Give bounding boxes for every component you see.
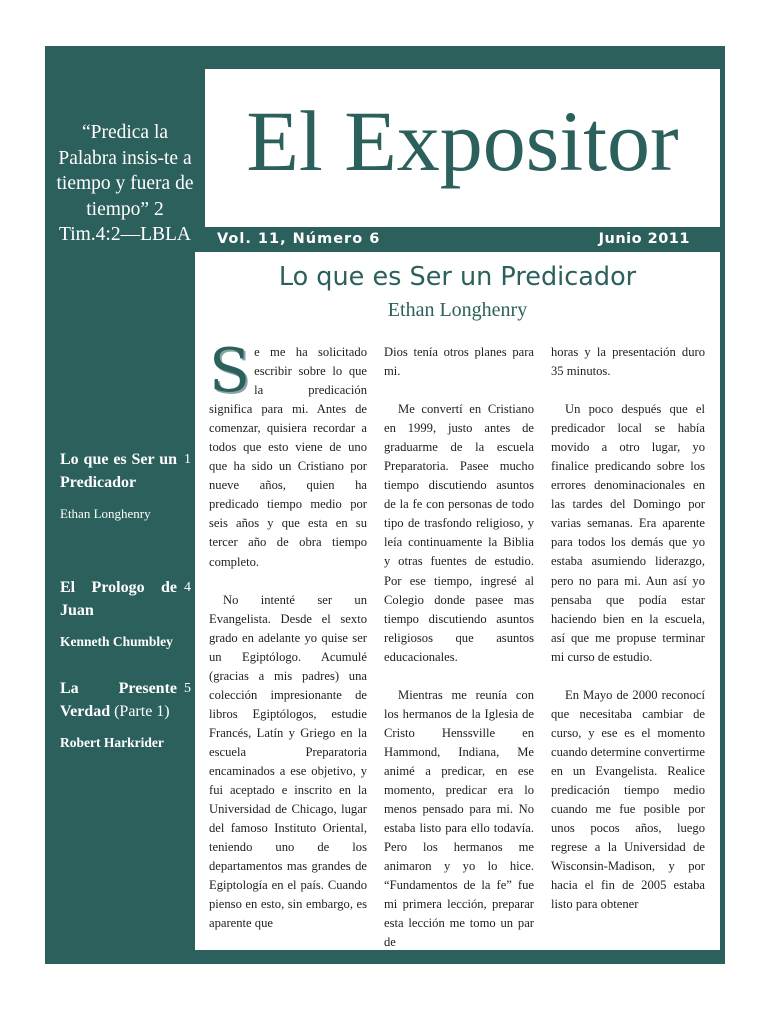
toc-title: La Presente Verdad (Parte 1) 5 (60, 677, 195, 723)
issue-date: Junio 2011 (598, 231, 690, 247)
paragraph: No intenté ser un Evangelista. Desde el sexto grado en adelante yo quise ser un Egiptólogo. Acumulé (gracias a mis padres) una colección impresionante de libros Egiptólogos, estudie Francés, Latín y Griego en la escuela Preparatoria encaminados a ese objetivo, y fui aceptado e inscrito en la Universidad de Chicago, lugar del famoso Instituto Oriental, teniendo uno de los departamentos mas grandes de Egiptología en el país. Cuando pienso en esto, sin embargo, es aparente que (209, 592, 367, 931)
toc-page: 4 (184, 580, 191, 595)
toc-author: Ethan Longhenry (60, 506, 151, 521)
article-column-3 (551, 343, 705, 939)
issue-bar (205, 228, 698, 250)
toc-author: Kenneth Chumbley (60, 634, 173, 649)
sidebar (45, 120, 205, 248)
toc-item[interactable] (60, 576, 195, 650)
toc-page: 1 (184, 452, 191, 467)
article-headline: Lo que es Ser un Predicador (278, 262, 637, 292)
paragraph: Mientras me reunía con los hermanos de la Iglesia de Cristo Henssville en Hammond, Indiana, Me animé a predicar, en ese momento, predicar era lo menos pensado para mi. No estaba listo para ello todavía. Pero los hermanos me animaron y yo lo hice. “Fundamentos de la fe” fue mi primera lección, preparar esta lección me tomo un par de (384, 687, 534, 950)
article-column-2 (384, 343, 534, 950)
issue-volume: Vol. 11, Número 6 (217, 231, 381, 247)
article-column-1 (209, 336, 367, 939)
toc-title: Lo que es Ser un Predicador 1 (60, 448, 195, 494)
drop-cap: S (209, 336, 251, 406)
newsletter-title: El Expositor (246, 93, 679, 189)
paragraph: horas y la presentación duro 35 minutos. (551, 345, 705, 379)
paragraph: En Mayo de 2000 reconocí que necesitaba cambiar de curso, y ese es el momento cuando determine convertirme en un Evangelista. Realice predicación tiempo medio cuando me fue posible por unos pocos años, luego regrese a la Universidad de Wisconsin-Madison, y por hacia el fin de 2005 estaba listo para obtener (551, 687, 705, 912)
toc-author: Robert Harkrider (60, 735, 164, 750)
article (195, 252, 720, 950)
toc-item[interactable] (60, 448, 195, 522)
toc-item[interactable] (60, 677, 195, 751)
paragraph: Se me ha solicitado escribir sobre lo que la predicación significa para mi. Antes de comenzar, quisiera recordar a todos que esto viene de uno que ha sido un Cristiano por nueve años, quien ha predicado tiempo medio por seis años y que esta en su tercer año de obra tiempo completo. (209, 336, 367, 569)
toc-page: 5 (184, 681, 191, 696)
paragraph: Dios tenía otros planes para mi. (384, 345, 534, 379)
paragraph: Me convertí en Cristiano en 1999, justo antes de graduarme de la escuela Preparatoria. Pasee mucho tiempo discutiendo asuntos de la fe con personas de todo tipo de trasfondo religioso, y leía continuamente la Biblia y otras fuentes de estudio. Por ese tiempo, ingresé al Colegio donde pasee mas tiempo discutiendo asuntos religiosos que asuntos educacionales. (384, 402, 534, 664)
toc-title: El Prologo de Juan 4 (60, 576, 195, 622)
article-byline: Ethan Longhenry (387, 299, 528, 321)
masthead (205, 69, 720, 227)
paragraph: Un poco después que el predicador local se había movido a otro lugar, yo finalice predicando sobre los errores denominacionales en las tardes del Domingo por varias semanas. Era aparente para todos los demás que yo estaba asumiendo liderazgo, pero no para mi. Aun así yo pensaba que podía estar haciendo bien en la escuela, así que me propuse terminar mi curso de estudio. (551, 402, 705, 664)
sidebar-quote: “Predica la Palabra insis-te a tiempo y fuera de tiempo” 2 Tim.4:2—LBLA (56, 122, 194, 245)
